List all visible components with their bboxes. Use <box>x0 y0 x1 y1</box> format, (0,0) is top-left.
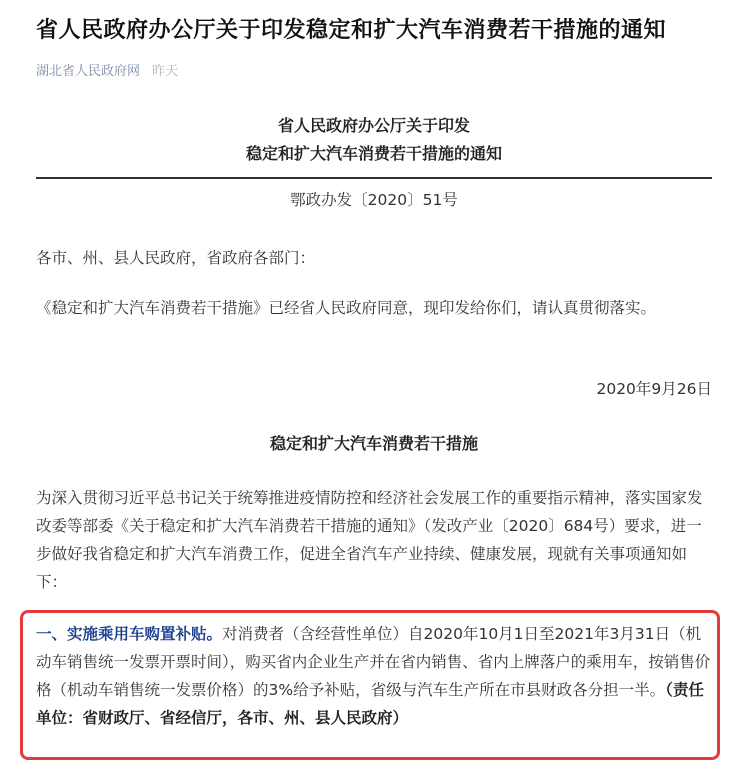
measure-item-1 <box>36 620 712 732</box>
document-intro: 《稳定和扩大汽车消费若干措施》已经省人民政府同意，现印发给你们，请认真贯彻落实。 <box>36 299 657 317</box>
header-divider <box>36 177 712 179</box>
measure-item-1-lead: 一、实施乘用车购置补贴。 <box>36 625 223 643</box>
measure-item-1-responsibility: （责任单位：省财政厅、省经信厅，各市、州、县人民政府） <box>36 681 704 727</box>
article-time: 昨天 <box>152 64 179 79</box>
measure-item-1-body: 对消费者（含经营性单位）自2020年10月1日至2021年3月31日（机动车销售统一发票开票时间），购买省内企业生产并在省内销售、省内上牌落户的乘用车，按销售价格（机动车销售统一发票价格）的3%给予补贴，省级与汽车生产所在市县财政各分担一半。 <box>36 625 711 699</box>
document-header <box>36 112 712 168</box>
article-meta <box>36 60 178 79</box>
document-number: 鄂政办发〔2020〕51号 <box>290 191 458 209</box>
document-header-line2: 稳定和扩大汽车消费若干措施的通知 <box>245 144 502 163</box>
article-source-link[interactable]: 湖北省人民政府网 <box>36 64 141 79</box>
document-addressee: 各市、州、县人民政府，省政府各部门： <box>36 249 316 267</box>
document-header-line1: 省人民政府办公厅关于印发 <box>277 116 470 135</box>
article-title: 省人民政府办公厅关于印发稳定和扩大汽车消费若干措施的通知 <box>36 18 667 43</box>
measures-title: 稳定和扩大汽车消费若干措施 <box>269 434 478 453</box>
document-date: 2020年9月26日 <box>596 380 712 398</box>
measures-preamble: 为深入贯彻习近平总书记关于统筹推进疫情防控和经济社会发展工作的重要指示精神，落实国家发改委等部委《关于稳定和扩大汽车消费若干措施的通知》（发改产业〔2020〕684号）要求，进一步做好我省稳定和扩大汽车消费工作，促进全省汽车产业持续、健康发展，现就有关事项通知如下： <box>36 489 703 591</box>
